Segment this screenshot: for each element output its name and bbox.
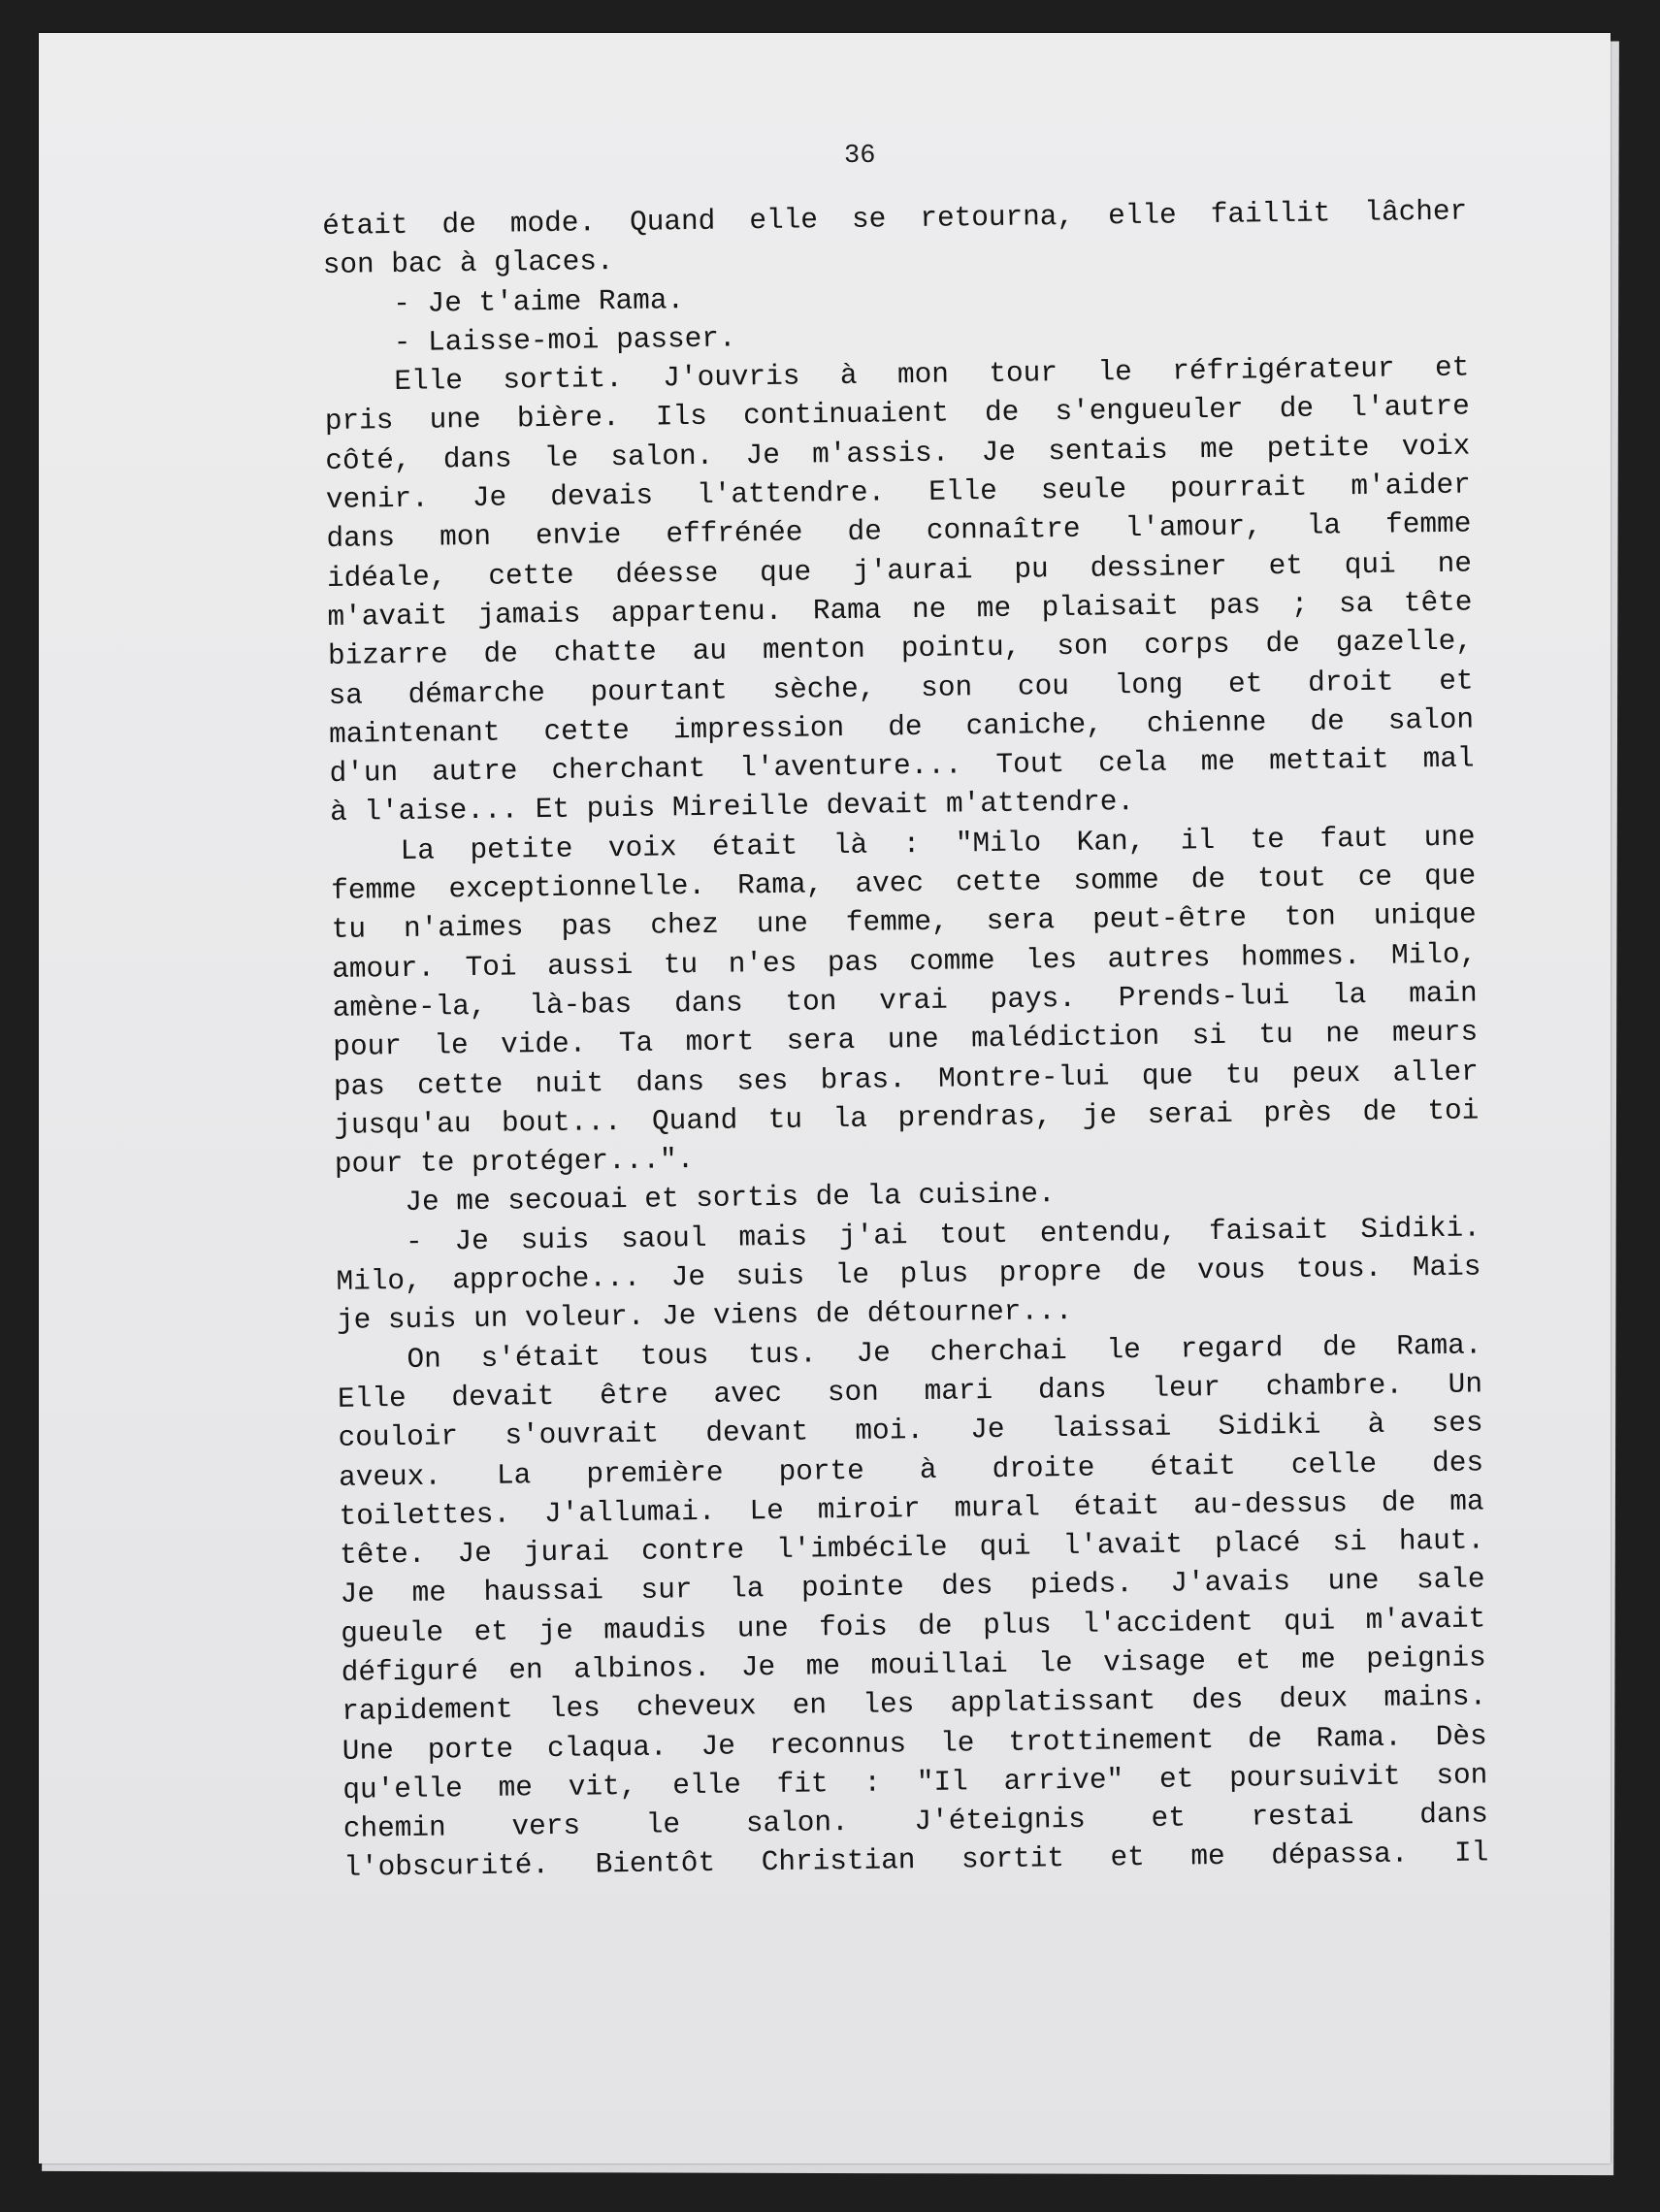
text-line: amour. Toi aussi tu n'es pas comme les autres hommes. Milo, [332, 938, 1478, 986]
text-line: jusqu'au bout... Quand tu la prendras, je serai près de toi [334, 1094, 1480, 1142]
text-line: tu n'aimes pas chez une femme, sera peut-être ton unique [331, 898, 1477, 947]
text-line: amène-la, là-bas dans ton vrai pays. Prends-lui la main [332, 977, 1478, 1025]
text-line: qu'elle me vit, elle fit : "Il arrive" et poursuivit son [342, 1759, 1488, 1806]
text-line: idéale, cette déesse que j'aurai pu dessiner et qui ne [326, 547, 1473, 595]
text-line: couloir s'ouvrait devant moi. Je laissai Sidiki à ses [338, 1407, 1483, 1455]
text-line: Une porte claqua. Je reconnus le trottinement de Rama. Dès [342, 1719, 1487, 1768]
text-line: bizarre de chatte au menton pointu, son corps de gazelle, [327, 625, 1474, 673]
text-line: aveux. La première porte à droite était celle des [338, 1446, 1484, 1494]
text-line: défiguré en albinos. Je me mouillai le visage et me peignis [341, 1642, 1486, 1689]
text-line: Elle devait être avec son mari dans leur chambre. Un [337, 1368, 1483, 1415]
text-line: pris une bière. Ils continuaient de s'engueuler de l'autre [324, 391, 1471, 439]
text-line: pour le vide. Ta mort sera une malédiction si tu ne meurs [333, 1016, 1479, 1064]
text-line: Milo, approche... Je suis le plus propre de vous tous. Mais [336, 1251, 1481, 1298]
text-line: - Je suis saoul mais j'ai tout entendu, faisait Sidiki. [405, 1212, 1481, 1258]
text-line: sa démarche pourtant sèche, son cou long et droit et [328, 665, 1474, 712]
text-line: je suis un voleur. Je viens de détourner... [336, 1295, 1073, 1338]
text-line: d'un autre cherchant l'aventure... Tout cela me mettait mal [329, 742, 1475, 791]
text-line: rapidement les cheveux en les applatissant des deux mains. [342, 1680, 1487, 1729]
text-line: l'obscurité. Bientôt Christian sortit et me dépassa. Il [343, 1837, 1489, 1885]
typed-page [39, 33, 1611, 2163]
page-number: 36 [844, 142, 876, 171]
text-line: - Je t'aime Rama. [393, 283, 685, 320]
text-line: toilettes. J'allumai. Le miroir mural était au-dessus de ma [339, 1485, 1484, 1533]
text-line: tête. Je jurai contre l'imbécile qui l'avait placé si haut. [339, 1524, 1485, 1572]
text-line: - Laisse-moi passer. [393, 322, 736, 359]
text-line: gueule et je maudis une fois de plus l'accident qui m'avait [341, 1603, 1486, 1650]
text-line: pour te protéger...". [334, 1144, 695, 1182]
text-line: femme exceptionnelle. Rama, avec cette somme de tout ce que [331, 860, 1477, 907]
text-line: On s'était tous tus. Je cherchai le regard de Rama. [407, 1329, 1482, 1376]
text-line: chemin vers le salon. J'éteignis et restai dans [342, 1798, 1488, 1846]
text-line: Je me secouai et sortis de la cuisine. [405, 1178, 1056, 1220]
text-line: Elle sortit. J'ouvris à mon tour le réfrigérateur et [394, 351, 1470, 399]
text-line: venir. Je devais l'attendre. Elle seule pourrait m'aider [325, 469, 1472, 517]
text-line: dans mon envie effrénée de connaître l'amour, la femme [326, 507, 1472, 556]
text-line: maintenant cette impression de caniche, chienne de salon [328, 703, 1475, 751]
text-line: était de mode. Quand elle se retourna, elle faillit lâcher [322, 195, 1468, 243]
text-line: m'avait jamais appartenu. Rama ne me plaisait pas ; sa tête [327, 586, 1473, 634]
text-line: La petite voix était là : "Milo Kan, il te faut une [400, 821, 1476, 867]
text-line: pas cette nuit dans ses bras. Montre-lui que tu peux aller [333, 1056, 1479, 1103]
text-line: côté, dans le salon. Je m'assis. Je sentais me petite voix [325, 430, 1471, 477]
text-line: à l'aise... Et puis Mireille devait m'attendre. [329, 786, 1135, 830]
body-text [322, 193, 1489, 1889]
text-line: son bac à glaces. [322, 245, 614, 282]
text-line: Je me haussai sur la pointe des pieds. J'avais une sale [340, 1563, 1485, 1611]
